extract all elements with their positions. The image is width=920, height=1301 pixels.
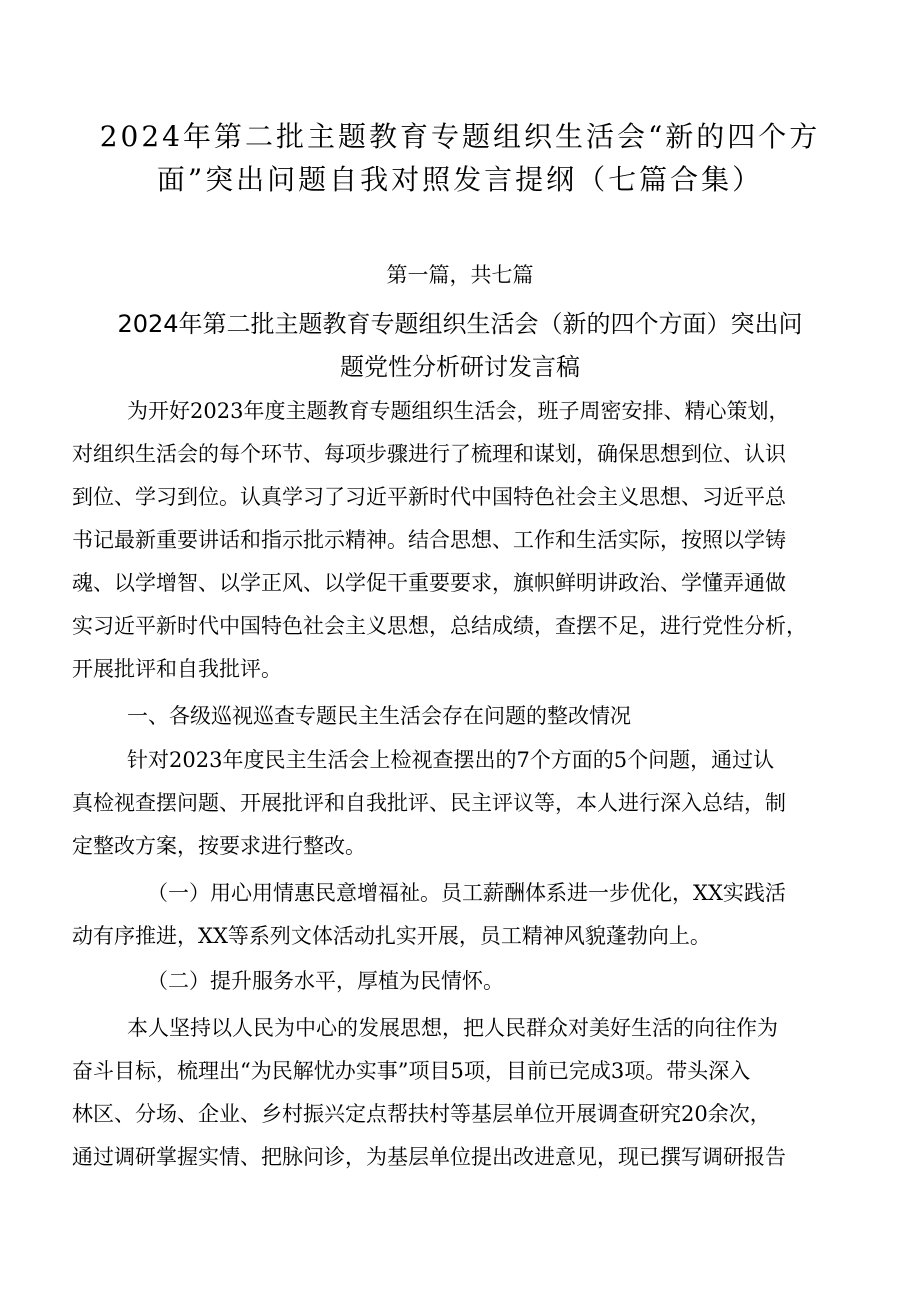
paragraph-line: 通过调研掌握实情、把脉问诊，为基层单位提出改进意见，现已撰写调研报告	[72, 1145, 786, 1169]
paragraph-line: 本人坚持以人民为中心的发展思想，把人民群众对美好生活的向往作为	[127, 1016, 778, 1040]
subsection-heading: （二）提升服务水平，厚植为民情怀。	[147, 969, 504, 993]
paragraph-line: 奋斗目标，梳理出“为民解忧办实事”项目5项，目前已完成3项。带头深入	[72, 1059, 751, 1083]
document-title-line-1: 2024年第二批主题教育专题组织生活会“新的四个方	[99, 120, 821, 153]
paragraph-line: 针对2023年度民主生活会上检视查摆出的7个方面的5个问题，通过认	[127, 748, 775, 772]
article-title-line-2: 题党性分析研讨发言稿	[340, 353, 580, 381]
section-label: 第一篇，共七篇	[386, 263, 534, 287]
paragraph-line: 为开好2023年度主题教育专题组织生活会，班子周密安排、精心策划，	[127, 399, 790, 423]
paragraph-line: 真检视查摆问题、开展批评和自我批评、民主评议等，本人进行深入总结，制	[72, 791, 786, 815]
paragraph-line: 魂、以学增智、以学正风、以学促干重要要求，旗帜鲜明讲政治、学懂弄通做	[72, 571, 786, 595]
article-title-line-1: 2024年第二批主题教育专题组织生活会（新的四个方面）突出问	[117, 310, 803, 338]
paragraph-line: 对组织生活会的每个环节、每项步骤进行了梳理和谋划，确保思想到位、认识	[72, 442, 786, 466]
paragraph-line: 实习近平新时代中国特色社会主义思想，总结成绩，查摆不足，进行党性分析，	[72, 614, 807, 638]
document-title-line-2: 面”突出问题自我对照发言提纲（七篇合集）	[156, 163, 764, 196]
section-heading: 一、各级巡视巡查专题民主生活会存在问题的整改情况	[127, 704, 631, 728]
paragraph-line: 动有序推进，XX等系列文体活动扎实开展，员工精神风貌蓬勃向上。	[72, 924, 711, 948]
paragraph-line: 开展批评和自我批评。	[72, 657, 282, 681]
paragraph-line: 到位、学习到位。认真学习了习近平新时代中国特色社会主义思想、习近平总	[72, 485, 786, 509]
paragraph-line: 林区、分场、企业、乡村振兴定点帮扶村等基层单位开展调查研究20余次，	[72, 1102, 771, 1126]
paragraph-line: 定整改方案，按要求进行整改。	[72, 834, 366, 858]
paragraph-line: 书记最新重要讲话和指示批示精神。结合思想、工作和生活实际，按照以学铸	[72, 528, 786, 552]
subsection-heading: （一）用心用情惠民意增福祉。员工薪酬体系进一步优化，XX实践活	[147, 881, 786, 905]
